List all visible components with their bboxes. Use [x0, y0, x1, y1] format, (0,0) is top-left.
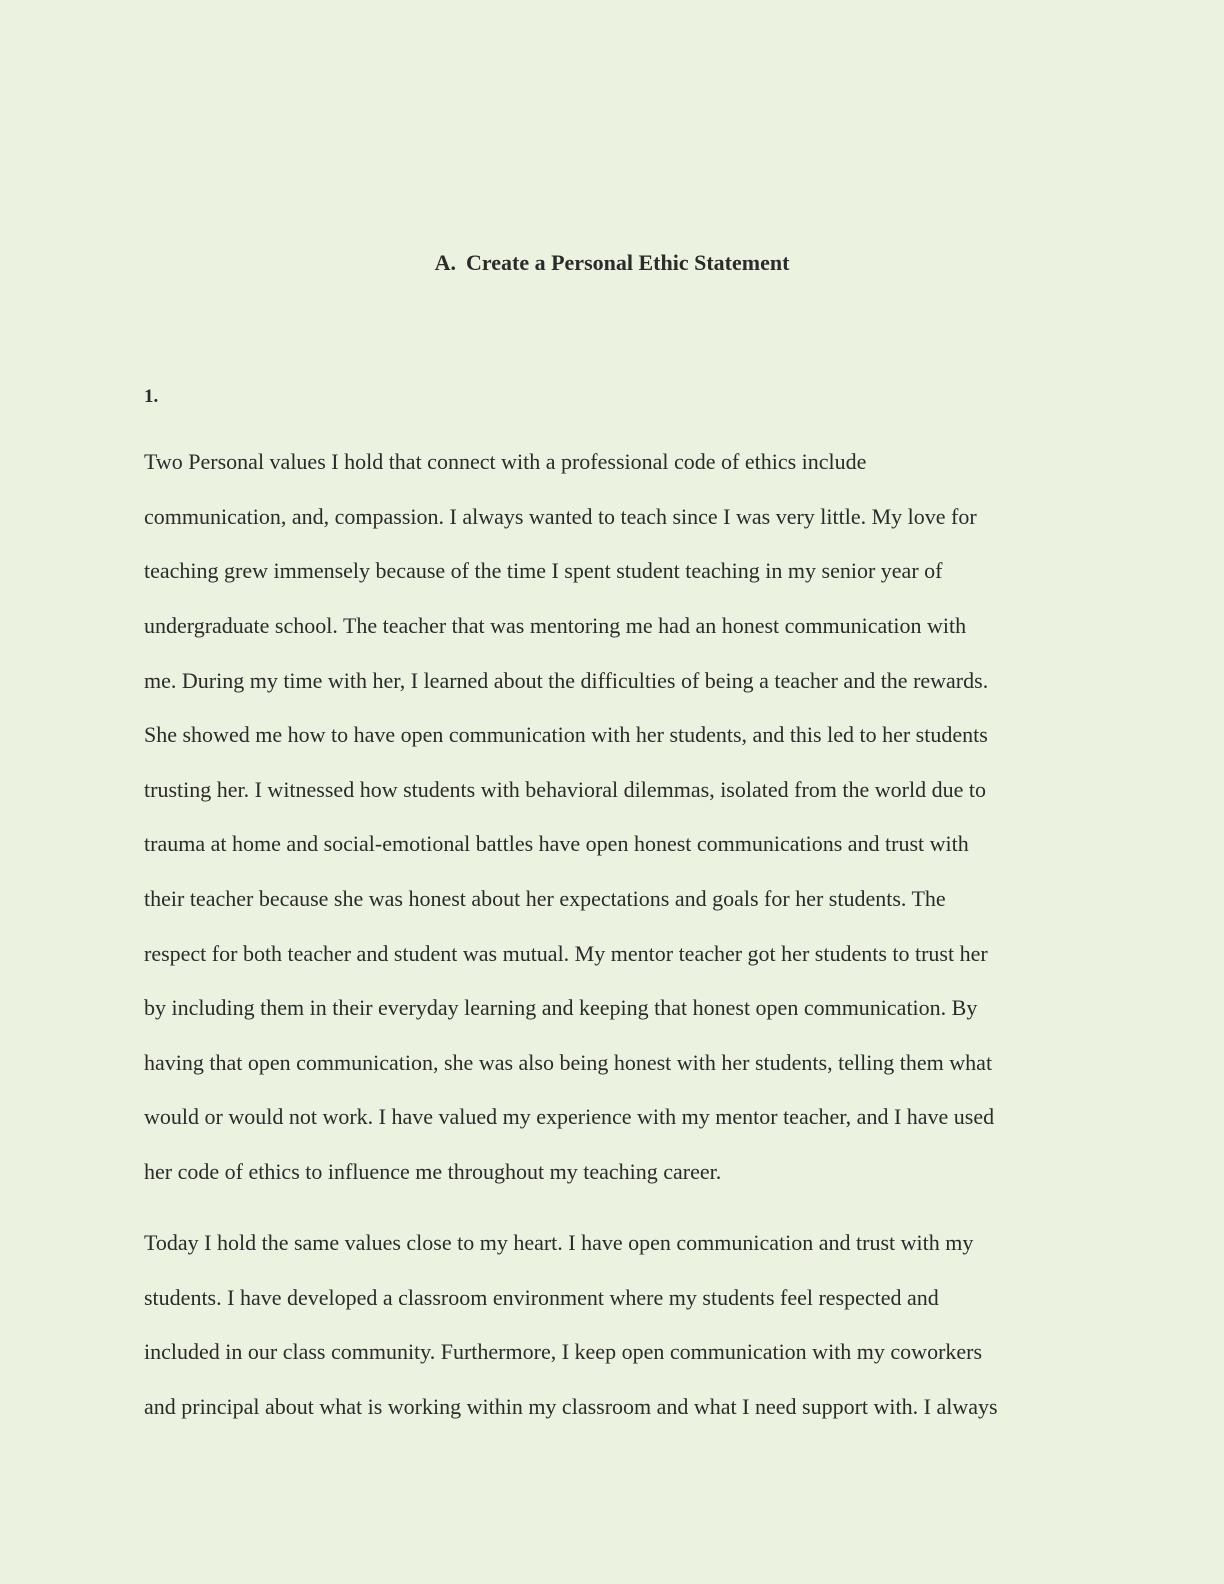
- text-line: and principal about what is working within my classroom and what I need support with. I always: [144, 1394, 998, 1419]
- text-line: trusting her. I witnessed how students with behavioral dilemmas, isolated from the world due to: [144, 777, 986, 802]
- text-line: respect for both teacher and student was mutual. My mentor teacher got her students to trust her: [144, 941, 988, 966]
- page-title: [0, 248, 1224, 278]
- text-line: her code of ethics to influence me throughout my teaching career.: [144, 1159, 722, 1184]
- section-number: 1.: [144, 386, 159, 407]
- text-line: Today I hold the same values close to my heart. I have open communication and trust with my: [144, 1230, 974, 1255]
- text-line: having that open communication, she was also being honest with her students, telling them what: [144, 1050, 993, 1075]
- text-line: Two Personal values I hold that connect with a professional code of ethics include: [144, 449, 867, 474]
- text-line: included in our class community. Furthermore, I keep open communication with my coworkers: [144, 1339, 983, 1364]
- text-line: students. I have developed a classroom environment where my students feel respected and: [144, 1285, 939, 1310]
- text-line: teaching grew immensely because of the time I spent student teaching in my senior year of: [144, 558, 943, 583]
- heading-marker: A.: [434, 250, 456, 275]
- text-line: would or would not work. I have valued my experience with my mentor teacher, and I have used: [144, 1104, 995, 1129]
- text-line: by including them in their everyday learning and keeping that honest open communication. By: [144, 995, 978, 1020]
- text-line: their teacher because she was honest about her expectations and goals for her students. The: [144, 886, 946, 911]
- text-line: undergraduate school. The teacher that was mentoring me had an honest communication with: [144, 613, 967, 638]
- text-line: me. During my time with her, I learned about the difficulties of being a teacher and the rewards.: [144, 668, 989, 693]
- text-line: She showed me how to have open communication with her students, and this led to her students: [144, 722, 988, 747]
- text-line: trauma at home and social-emotional battles have open honest communications and trust with: [144, 831, 969, 856]
- text-line: communication, and, compassion. I always wanted to teach since I was very little. My love for: [144, 504, 977, 529]
- heading-text: Create a Personal Ethic Statement: [465, 250, 790, 275]
